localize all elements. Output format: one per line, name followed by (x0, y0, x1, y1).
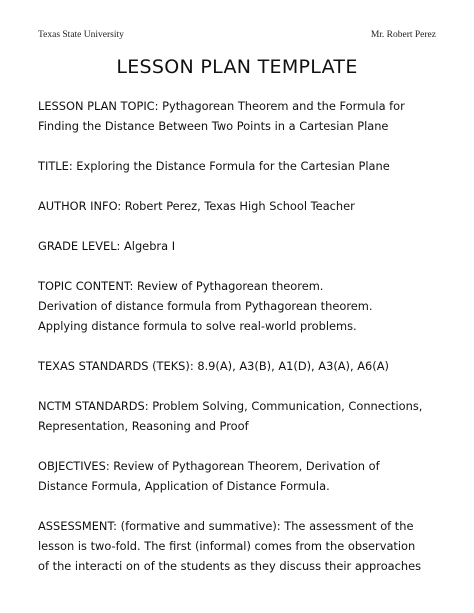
assessment-line-1: ASSESSMENT: (formative and summative): The assessment of the (38, 519, 414, 533)
section-topic (38, 96, 442, 136)
section-title (38, 156, 442, 176)
section-objectives (38, 456, 442, 496)
section-teks (38, 356, 442, 376)
objectives-line-1: OBJECTIVES: Review of Pythagorean Theorem, Derivation of (38, 459, 380, 473)
nctm-line-2: Representation, Reasoning and Proof (38, 419, 249, 433)
assessment-line-2: lesson is two-fold. The first (informal) comes from the observation (38, 539, 416, 553)
page-title: LESSON PLAN TEMPLATE (116, 56, 358, 78)
document-body (38, 96, 442, 596)
content-line-1: TOPIC CONTENT: Review of Pythagorean theorem. (38, 279, 324, 293)
topic-line-2: Finding the Distance Between Two Points in a Cartesian Plane (38, 119, 389, 133)
content-line-2: Derivation of distance formula from Pythagorean theorem. (38, 299, 373, 313)
teks-line: TEXAS STANDARDS (TEKS): 8.9(A), A3(B), A1(D), A3(A), A6(A) (38, 359, 389, 373)
page-header (38, 30, 436, 42)
title-line: TITLE: Exploring the Distance Formula for the Cartesian Plane (38, 159, 390, 173)
author-line: AUTHOR INFO: Robert Perez, Texas High School Teacher (38, 199, 355, 213)
objectives-line-2: Distance Formula, Application of Distance Formula. (38, 479, 330, 493)
nctm-line-1: NCTM STANDARDS: Problem Solving, Communication, Connections, (38, 399, 423, 413)
section-grade (38, 236, 442, 256)
section-assessment (38, 516, 442, 576)
section-author (38, 196, 442, 216)
header-author: Mr. Robert Perez (370, 30, 436, 40)
header-institution: Texas State University (38, 30, 124, 40)
grade-line: GRADE LEVEL: Algebra I (38, 239, 176, 253)
assessment-line-3: of the interacti on of the students as they discuss their approaches (38, 559, 422, 573)
content-line-3: Applying distance formula to solve real-world problems. (38, 319, 357, 333)
section-content (38, 276, 442, 336)
section-nctm (38, 396, 442, 436)
topic-line-1: LESSON PLAN TOPIC: Pythagorean Theorem and the Formula for (38, 99, 405, 113)
